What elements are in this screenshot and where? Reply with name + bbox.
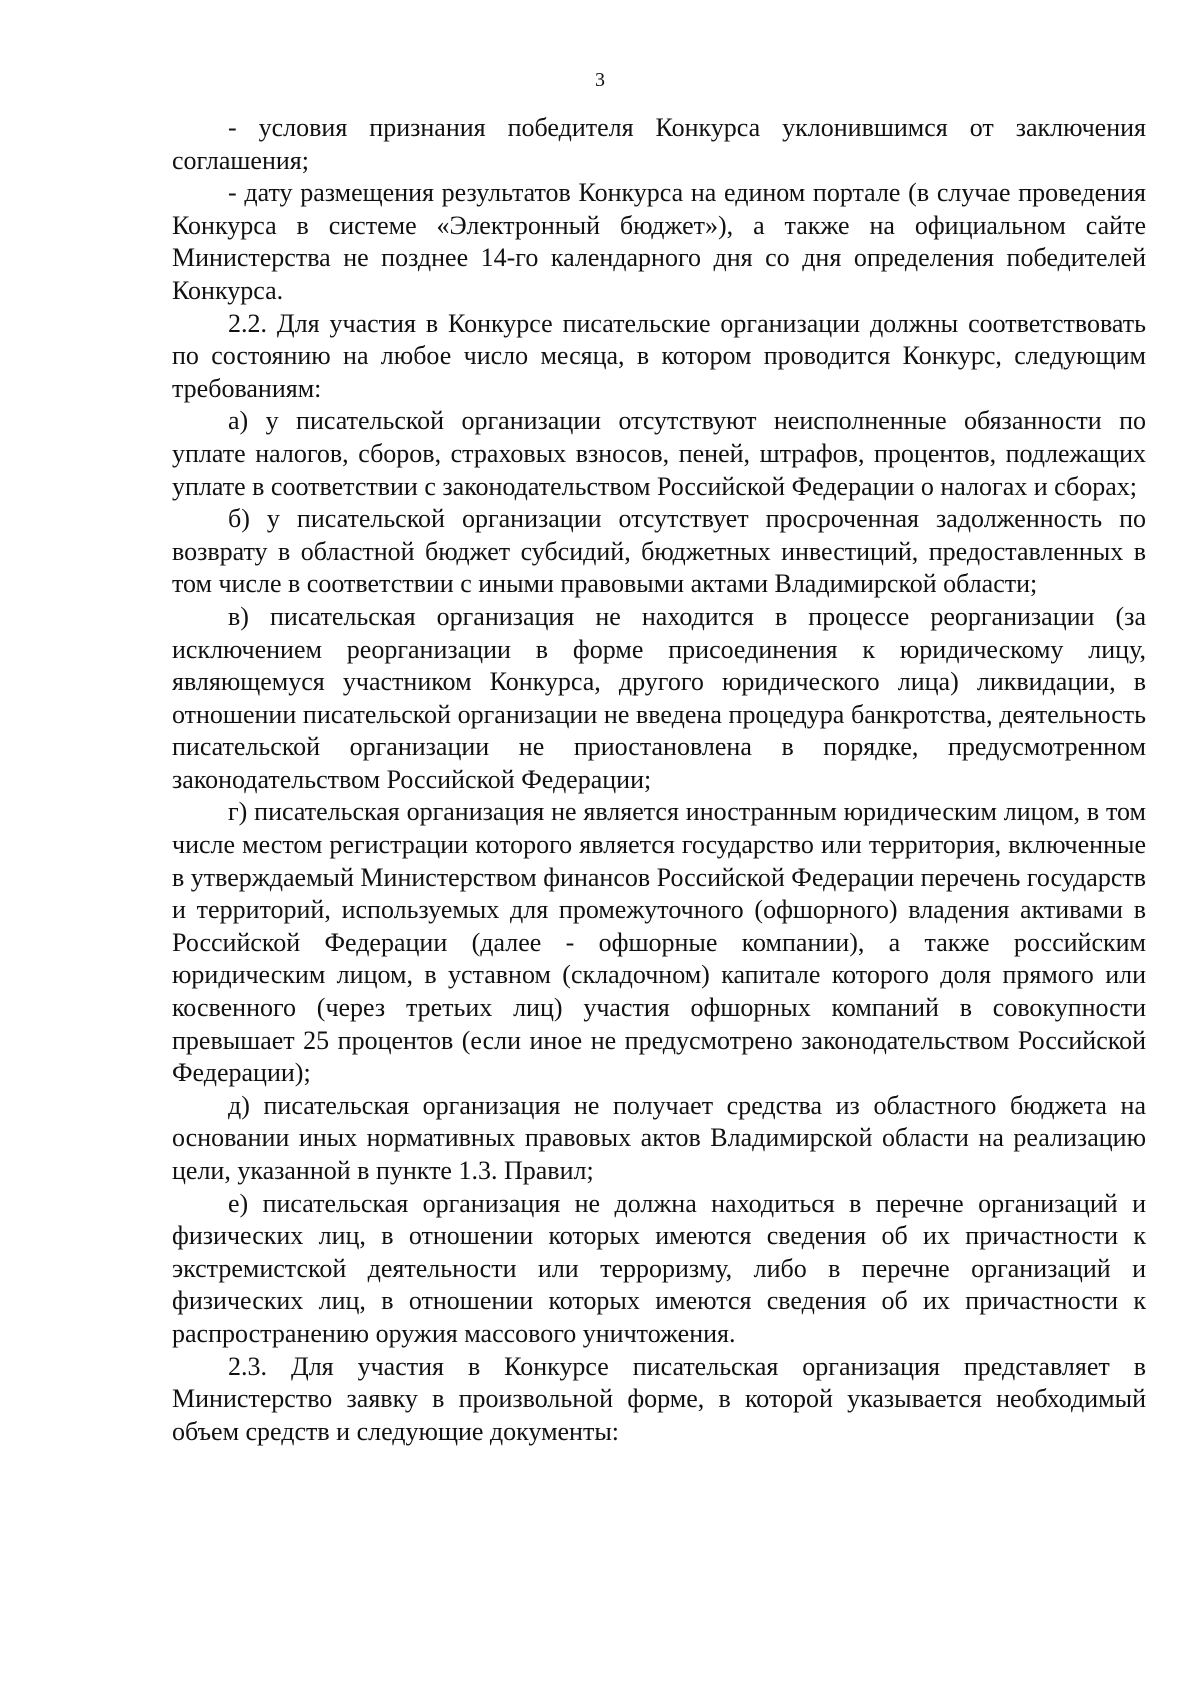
paragraph-results-date: - дату размещения результатов Конкурса на едином портале (в случае проведения Конкурса в системе «Электронный бюджет»), а также на официальном сайте Министерства не позднее 14-го календарного дня со дня определения победителей Конкурса. [172, 178, 1146, 305]
paragraph-requirement-a: а) у писательской организации отсутствуют неисполненные обязанности по уплате налогов, сборов, страховых взносов, пеней, штрафов, процентов, подлежащих уплате в соответствии с законодательством Российской Федерации о налогах и сборах; [172, 406, 1146, 501]
paragraph-requirement-v: в) писательская организация не находится в процессе реорганизации (за исключением реорганизации в форме присоединения к юридическому лицу, являющемуся участником Конкурса, другого юридического лица) ликвидации, в отношении писательской организации не введена процедура банкротства, деятельность писательской организации не приостановлена в порядке, предусмотренном законодательством Российской Федерации; [172, 601, 1146, 794]
paragraph-2-3-application: 2.3. Для участия в Конкурсе писательская организация представляет в Министерство заявку в произвольной форме, в которой указывается необходимый объем средств и следующие документы: [172, 1351, 1146, 1446]
paragraph-requirement-d: д) писательская организация не получает средства из областного бюджета на основании иных нормативных правовых актов Владимирской области на реализацию цели, указанной в пункте 1.3. Правил; [172, 1090, 1146, 1185]
paragraph-requirement-e: е) писательская организация не должна находиться в перечне организаций и физических лиц, в отношении которых имеются сведения об их причастности к экстремистской деятельности или терроризму, либо в перечне организаций и физических лиц, в отношении которых имеются сведения об их причастности к распространению оружия массового уничтожения. [172, 1188, 1146, 1348]
document-body [172, 112, 1146, 1448]
paragraph-requirement-g: г) писательская организация не является иностранным юридическим лицом, в том числе местом регистрации которого является государство или территория, включенные в утверждаемый Министерством финансов Российской Федерации перечень государств и территорий, используемых для промежуточного (офшорного) владения активами в Российской Федерации (далее - офшорные компании), а также российским юридическим лицом, в уставном (складочном) капитале которого доля прямого или косвенного (через третьих лиц) участия офшорных компаний в совокупности превышает 25 процентов (если иное не предусмотрено законодательством Российской Федерации); [172, 797, 1146, 1088]
page-number: 3 [595, 69, 605, 91]
paragraph-requirement-b: б) у писательской организации отсутствует просроченная задолженность по возврату в областной бюджет субсидий, бюджетных инвестиций, предоставленных в том числе в соответствии с иными правовыми актами Владимирской области; [172, 504, 1146, 599]
paragraph-evasion-conditions: - условия признания победителя Конкурса уклонившимся от заключения соглашения; [172, 113, 1146, 175]
paragraph-2-2-requirements: 2.2. Для участия в Конкурсе писательские организации должны соответствовать по состоянию на любое число месяца, в котором проводится Конкурс, следующим требованиям: [172, 308, 1146, 403]
